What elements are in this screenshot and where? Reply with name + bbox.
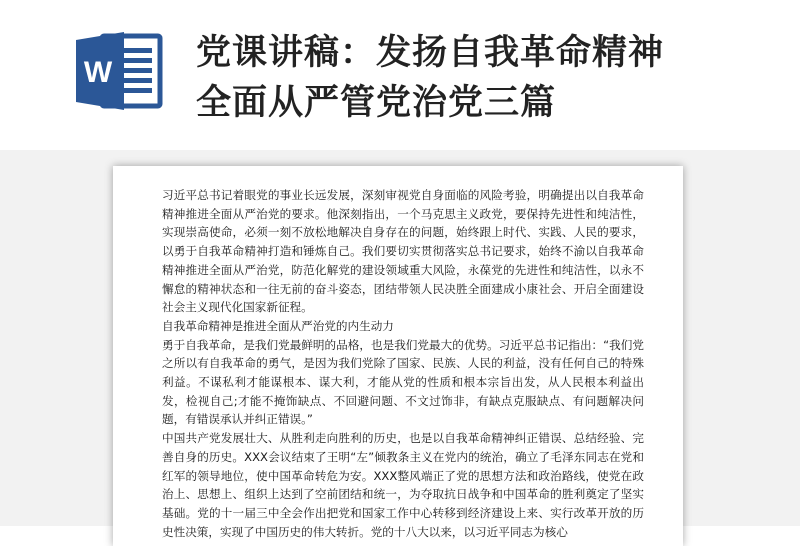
- section-heading: 自我革命精神是推进全面从严治党的内生动力: [162, 318, 394, 333]
- word-document-icon: [74, 30, 164, 112]
- title-line-1: 党课讲稿：发扬自我革命精神: [196, 33, 665, 73]
- document-page: [113, 166, 683, 546]
- title-line-2: 全面从严管党治党三篇: [196, 83, 557, 123]
- document-body: [162, 186, 644, 541]
- svg-text:W: W: [83, 56, 113, 89]
- page-title: [196, 28, 776, 128]
- paragraph-intro: 习近平总书记着眼党的事业长远发展，深刻审视党自身面临的风险考验，明确提出以自我革命精神推进全面从严治党的要求。他深刻指出，一个马克思主义政党，要保持先进性和纯洁性，实现崇高使命，必须一刻不放松地解决自身存在的问题，始终跟上时代、实践、人民的要求，以勇于自我革命精神打造和锤炼自己。我们要切实贯彻落实总书记要求，始终不渝以自我革命精神推进全面从严治党，防范化解党的建设领域重大风险，永葆党的先进性和纯洁性，以永不懈怠的精神状态和一往无前的奋斗姿态，团结带领人民决胜全面建成小康社会、开启全面建设社会主义现代化国家新征程。: [162, 188, 644, 315]
- paragraph-history: 中国共产党发展壮大、从胜利走向胜利的历史，也是以自我革命精神纠正错误、总结经验、完善自身的历史。XXX会议结束了王明“左”倾教条主义在党内的统治，确立了毛泽东同志在党和红军的领导地位，使中国革命转危为安。XXX整风端正了党的思想方法和政治路线，使党在政治上、思想上、组织上达到了空前团结和统一，为夺取抗日战争和中国革命的胜利奠定了坚实基础。党的十一届三中全会作出把党和国家工作中心转移到经济建设上来、实行改革开放的历史性决策，实现了中国历史的伟大转折。党的十八大以来，以习近平同志为核心: [162, 431, 644, 539]
- paragraph-self-revolution: 勇于自我革命，是我们党最鲜明的品格，也是我们党最大的优势。习近平总书记指出：“我们党之所以有自我革命的勇气，是因为我们党除了国家、民族、人民的利益，没有任何自己的特殊利益。不谋私利才能谋根本、谋大利，才能从党的性质和根本宗旨出发，从人民根本利益出发，检视自己;才能不掩饰缺点、不回避问题、不文过饰非，有缺点克服缺点、有问题解决问题，有错误承认并纠正错误。”: [162, 337, 644, 427]
- header: [0, 0, 800, 160]
